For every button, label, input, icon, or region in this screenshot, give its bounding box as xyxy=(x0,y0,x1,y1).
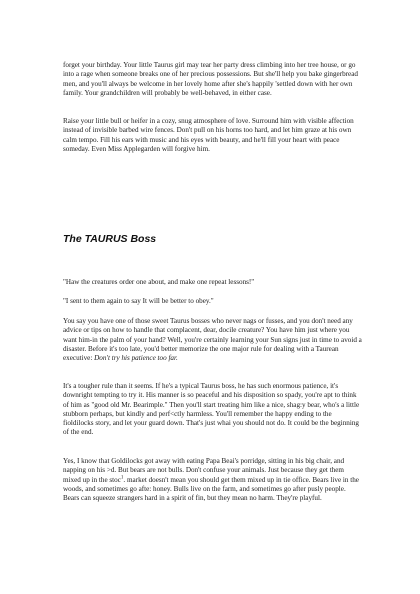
paragraph-tougher-rule: It's a tougher rule than it seems. If he's a typical Taurus boss, he has such enormous patience, it's downright tempting to try it. His manner is so peaceful and his disposition so spady, you're apt to think of him as "good old Mr. Bearimple." Then you'll start treating him like a nice, shag:y bear, who's a little stubborn perhaps, but kindly and perf<ctly harmless. You'll remember the happy ending to the fioldilocks story, and let your guard down. That's just whai you should not do. It could be the beginning of the end. xyxy=(63,382,360,437)
paragraph-goldilocks-b: . market doesn't mean you should get them mixed up in tie office. Bears live in the woods, and sometimes go afte: honey. Bulls live on the farm, and sometimes go after pusly people. Bears can squeeze strangers hard in a spirit of fin, but they mean no harm. They're playful. xyxy=(63,475,359,503)
paragraph-goldilocks-a: Yes, I know that Goldilocks got away with eating Papa Beai's porridge, sitting in his big chair, and napping on his >d. But bears are not bulls. Don't confuse your animals. Just because they get them mixed up in the stoc xyxy=(63,457,345,484)
section-heading: The TAURUS Boss xyxy=(63,233,157,245)
quote-one: "Haw the creatures order one about, and make one repeat lessons!" xyxy=(63,278,255,286)
paragraph-goldilocks xyxy=(63,457,363,503)
paragraph-raise-bull: Raise your little bull or heifer in a cozy, snug atmosphere of love. Surround him with visible affection instead of invisible barbed wire fences. Don't pull on his horns too hard, and let him graze at his own calm tempo. Fill his ears with music and his eyes with beauty, and he'll fill your heart with peace someday. Even Miss Applegarden will forgive him. xyxy=(63,117,354,153)
paragraph-sweet-boss-rule: Don't try his patience too far. xyxy=(94,354,178,363)
footnote-mark: 1 xyxy=(120,475,124,481)
paragraph-taurus-girl: forget your birthday. Your little Taurus girl may tear her party dress climbing into her tree house, or go into a rage when someone breaks one of her precious possessions. But she'll help you bake gingerbread men, and you'll always be welcome in her lovely home after she's happily 'settled down with her own family. Your grandchildren will probably be well-behaved, in either case. xyxy=(63,61,358,97)
quote-two: "I sent to them again to say It will be better to obey." xyxy=(63,297,214,305)
paragraph-sweet-boss xyxy=(63,317,363,363)
paragraph-sweet-boss-text: You say you have one of those sweet Taurus bosses who never nags or fusses, and you don't need any advice or tips on how to handle that complacent, dear, docile creature? You have him just where you want him-in the palm of your hand? Well, you're certainly learning your Sun signs just in time to avoid a disaster. Before it's too late, you'd better memorize the one major rule for dealing with a Taurean executive: xyxy=(63,317,362,363)
